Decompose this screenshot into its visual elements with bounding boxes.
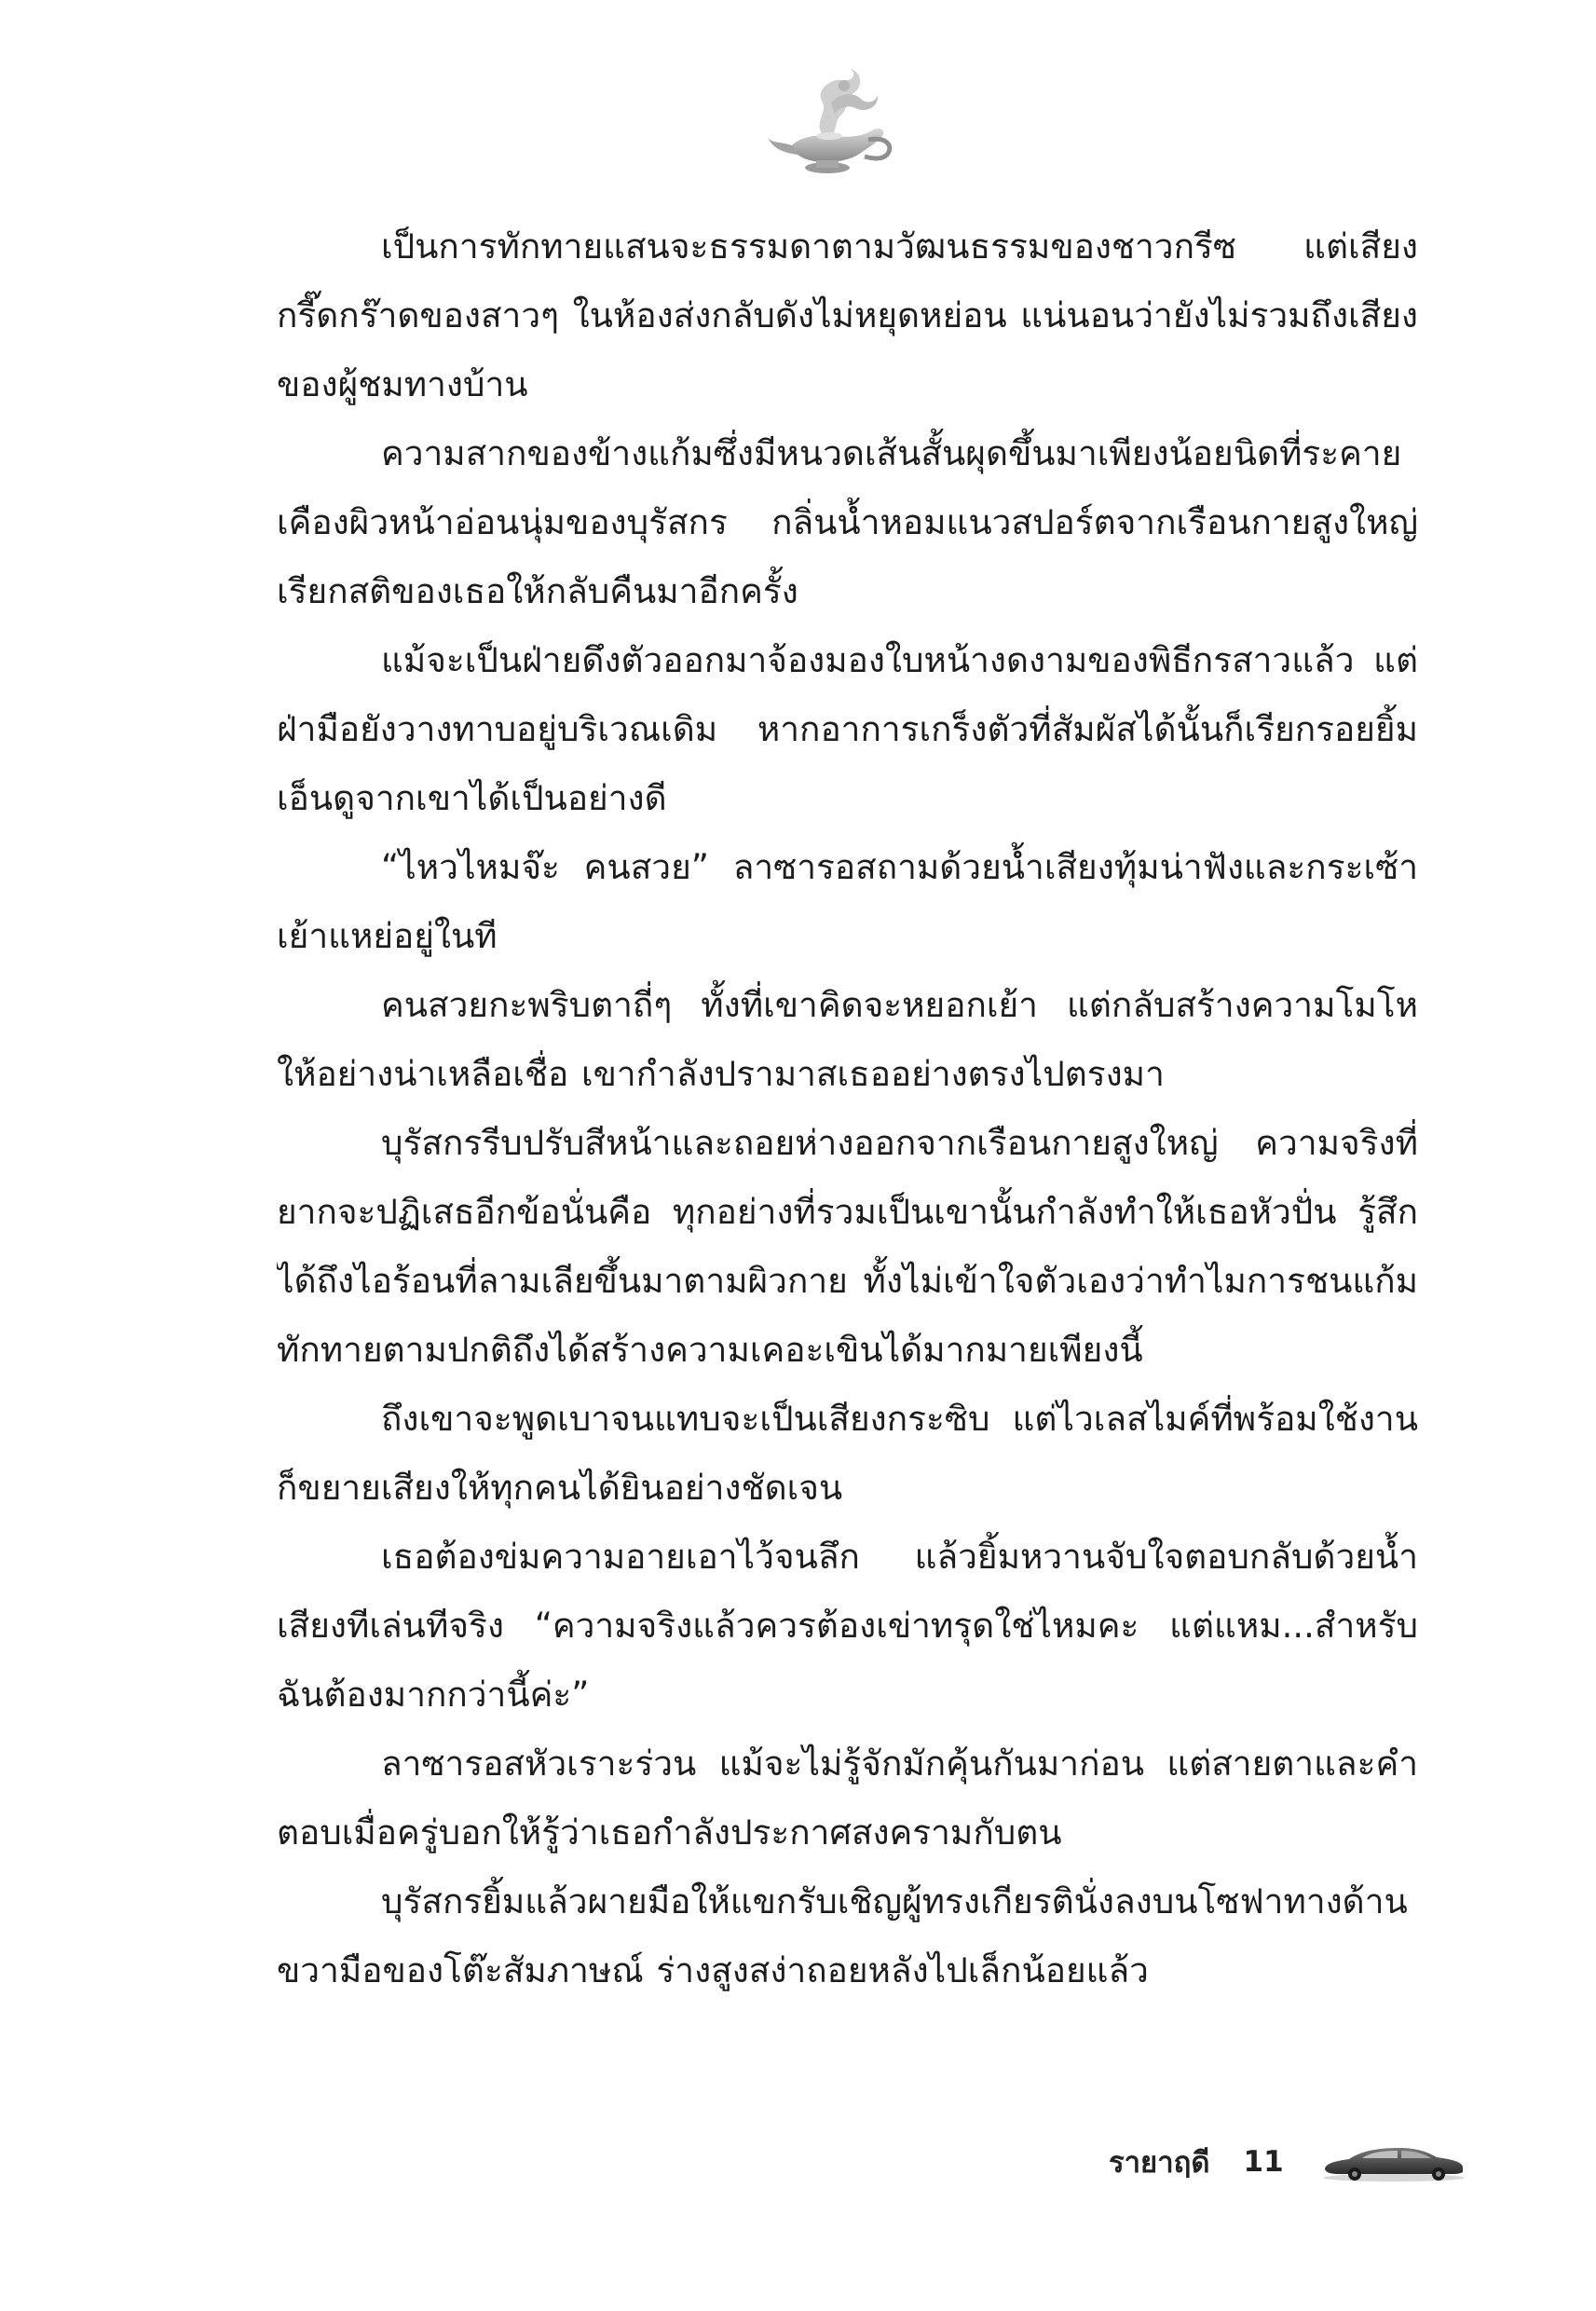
paragraph: เธอต้องข่มความอายเอาไว้จนลึก แล้วยิ้มหวานจับใจตอบกลับด้วยน้ำเสียงทีเล่นทีจริง “ความจริงแล้วควรต้องเข่าทรุดใช่ไหมคะ แต่แหม...สำหรับฉันต้องมากกว่านี้ค่ะ” (277, 1537, 1418, 1715)
paragraph: ถึงเขาจะพูดเบาจนแทบจะเป็นเสียงกระซิบ แต่ไวเลสไมค์ที่พร้อมใช้งานก็ขยายเสียงให้ทุกคนได้ยินอย่างชัดเจน (277, 1399, 1418, 1508)
paragraph: แม้จะเป็นฝ่ายดึงตัวออกมาจ้องมองใบหน้างดงามของพิธีกรสาวแล้ว แต่ฝ่ามือยังวางทาบอยู่บริเวณเดิม หากอาการเกร็งตัวที่สัมผัสได้นั้นก็เรียกรอยยิ้มเอ็นดูจากเขาได้เป็นอย่างดี (277, 640, 1418, 818)
paragraph: ลาซารอสหัวเราะร่วน แม้จะไม่รู้จักมักคุ้นกันมาก่อน แต่สายตาและคำตอบเมื่อครู่บอกให้รู้ว่าเธอกำลังประกาศสงครามกับตน (277, 1744, 1418, 1853)
page-footer (1109, 2134, 1519, 2190)
story-body (277, 212, 1418, 2095)
paragraph: เป็นการทักทายแสนจะธรรมดาตามวัฒนธรรมของชาวกรีซ แต่เสียงกรี๊ดกร๊าดของสาวๆ ในห้องส่งกลับดังไม่หยุดหย่อน แน่นอนว่ายังไม่รวมถึงเสียงของผู้ชมทางบ้าน (277, 226, 1418, 404)
car-icon (1319, 2140, 1468, 2183)
genie-lamp-icon (764, 65, 904, 186)
paragraph: “ไหวไหมจ๊ะ คนสวย” ลาซารอสถามด้วยน้ำเสียงทุ้มน่าฟังและกระเซ้าเย้าแหย่อยู่ในที (277, 847, 1418, 956)
book-title: รายาฤดี (1109, 2146, 1210, 2180)
page-number: 11 (1243, 2145, 1284, 2179)
paragraph: บุรัสกรรีบปรับสีหน้าและถอยห่างออกจากเรือนกายสูงใหญ่ ความจริงที่ยากจะปฏิเสธอีกข้อนั่นคือ ทุกอย่างที่รวมเป็นเขานั้นกำลังทำให้เธอหัวปั่น รู้สึกได้ถึงไอร้อนที่ลามเลียขึ้นมาตามผิวกาย ทั้งไม่เข้าใจตัวเองว่าทำไมการชนแก้มทักทายตามปกติถึงได้สร้างความเคอะเขินได้มากมายเพียงนี้ (277, 1123, 1418, 1370)
paragraph: ความสากของข้างแก้มซึ่งมีหนวดเส้นสั้นผุดขึ้นมาเพียงน้อยนิดที่ระคายเคืองผิวหน้าอ่อนนุ่มของบุรัสกร กลิ่นน้ำหอมแนวสปอร์ตจากเรือนกายสูงใหญ่เรียกสติของเธอให้กลับคืนมาอีกครั้ง (277, 433, 1418, 611)
paragraph: บุรัสกรยิ้มแล้วผายมือให้แขกรับเชิญผู้ทรงเกียรตินั่งลงบนโซฟาทางด้านขวามือของโต๊ะสัมภาษณ์ ร่างสูงสง่าถอยหลังไปเล็กน้อยแล้ว (277, 1881, 1408, 1990)
paragraph: คนสวยกะพริบตาถี่ๆ ทั้งที่เขาคิดจะหยอกเย้า แต่กลับสร้างความโมโหให้อย่างน่าเหลือเชื่อ เขากำลังปรามาสเธออย่างตรงไปตรงมา (277, 985, 1418, 1094)
